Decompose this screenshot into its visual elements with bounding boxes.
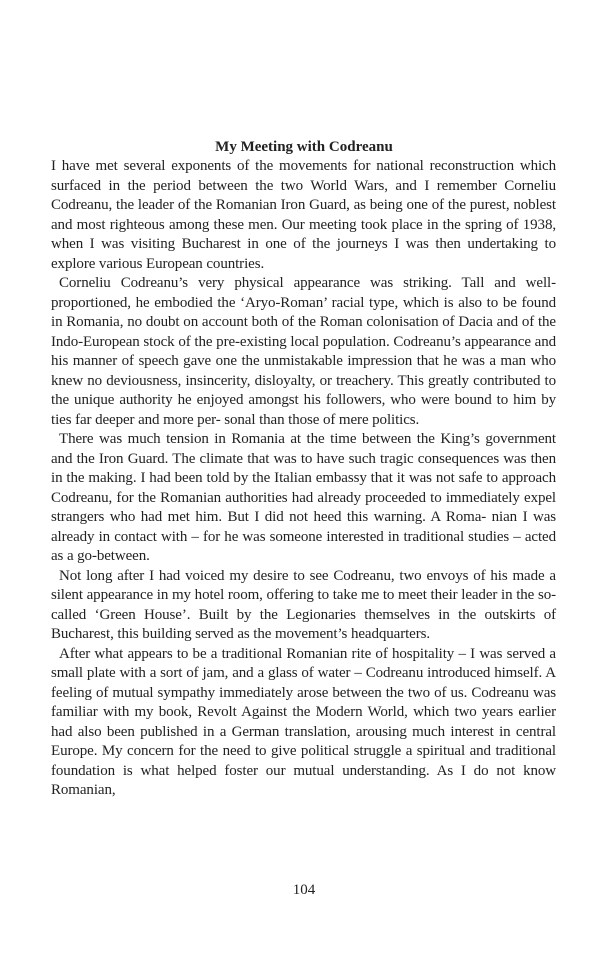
paragraph: Corneliu Codreanu’s very physical appearance was striking. Tall and well-proportioned, he embodied the ‘Aryo-Roman’ racial type, which is also to be found in Romania, no doubt on account both of the Roman colonisation of Dacia and of the Indo-European stock of the pre-existing local population. Codreanu’s appearance and his manner of speech gave one the unmistakable impression that he was a man who knew no deviousness, insincerity, disloyalty, or treachery. This greatly contributed to the unique authority he enjoyed amongst his followers, who were bound to him by ties far deeper and more per- sonal than those of mere politics.: [51, 275, 556, 428]
body-text: [51, 157, 556, 801]
page-number: 104: [292, 882, 316, 898]
paragraph: There was much tension in Romania at the time between the King’s government and the Iron Guard. The climate that was to have such tragic consequences was then in the making. I had been told by the Italian embassy that it was not safe to approach Codreanu, for the Romanian authorities had already proceeded to immediately expel strangers who had met him. But I did not heed this warning. A Roma- nian I was already in contact with – for he was someone interested in traditional studies – acted as a go-between.: [51, 431, 556, 564]
paragraph: I have met several exponents of the movements for national reconstruction which surfaced in the period between the two World Wars, and I remember Corneliu Codreanu, the leader of the Romanian Iron Guard, as being one of the purest, noblest and most righteous among these men. Our meeting took place in the spring of 1938, when I was visiting Bucharest in one of the journeys I was then undertaking to explore various European countries.: [51, 158, 556, 272]
chapter-title: My Meeting with Codreanu: [215, 139, 393, 155]
paragraph: After what appears to be a traditional Romanian rite of hospitality – I was served a small plate with a sort of jam, and a glass of water – Codreanu introduced himself. A feeling of mutual sympathy immediately arose between the two of us. Codreanu was familiar with my book, Revolt Against the Modern World, which two years earlier had also been published in a German translation, arousing much interest in central Europe. My concern for the need to give political struggle a spiritual and traditional foundation is what helped foster our mutual understanding. As I do not know Romanian,: [51, 645, 556, 798]
paragraph: Not long after I had voiced my desire to see Codreanu, two envoys of his made a silent appearance in my hotel room, offering to take me to meet their leader in the so-called ‘Green House’. Built by the Legionaries themselves in the outskirts of Bucharest, this building served as the movement’s headquarters.: [51, 567, 556, 642]
